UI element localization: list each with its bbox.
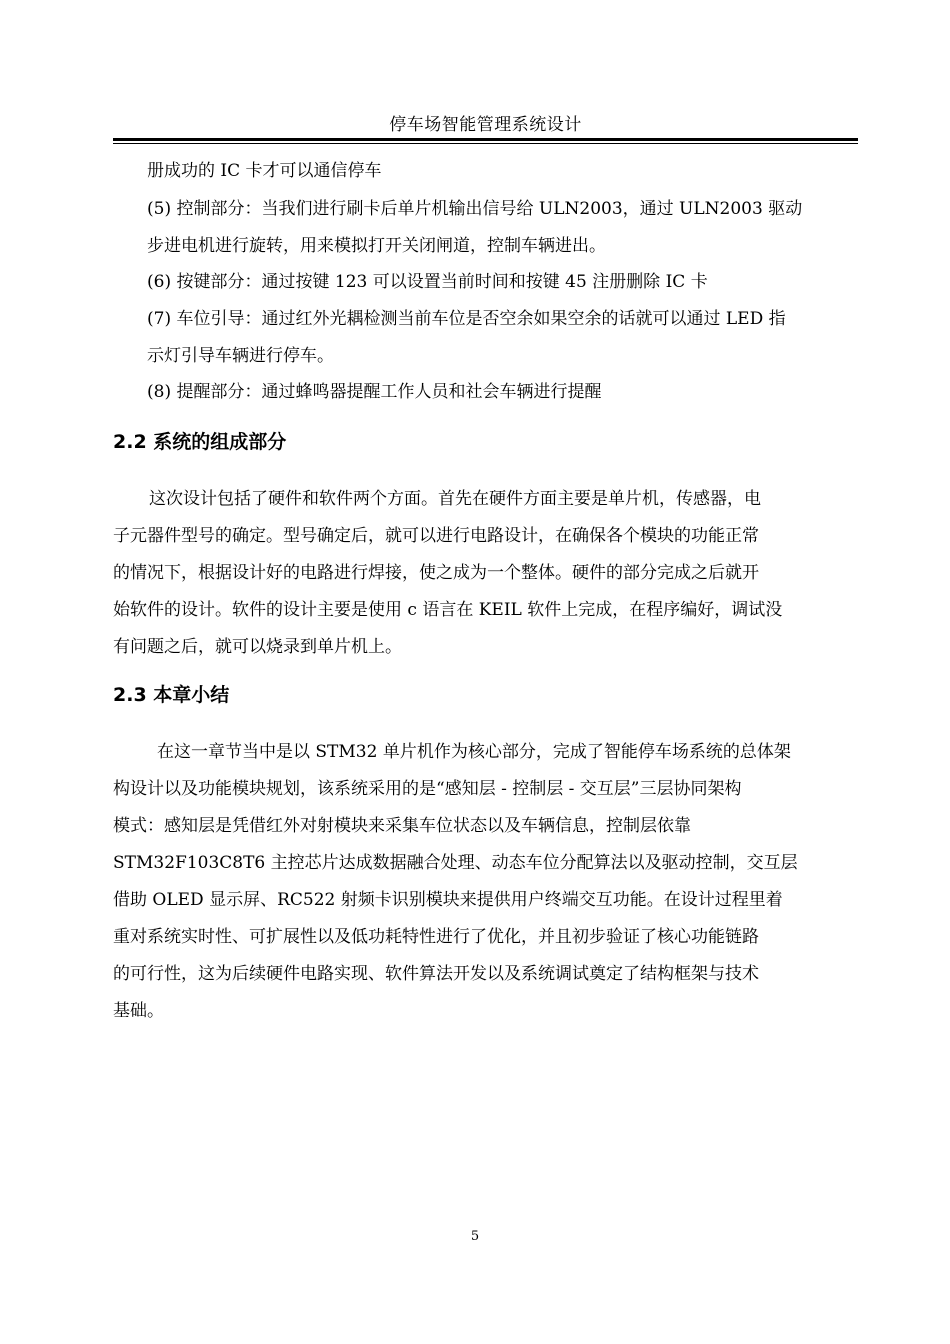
list-item-6: (6) 按键部分：通过按键 123 可以设置当前时间和按键 45 注册删除 IC 卡	[147, 272, 708, 292]
section-heading: 2.2 系统的组成部分	[113, 431, 287, 453]
paragraph-line: 的情况下，根据设计好的电路进行焊接，使之成为一个整体。硬件的部分完成之后就开	[113, 563, 759, 583]
list-line: 册成功的 IC 卡才可以通信停车	[147, 161, 382, 181]
list-line: 步进电机进行旋转，用来模拟打开关闭闸道，控制车辆进出。	[147, 236, 606, 256]
paragraph-line: STM32F103C8T6 主控芯片达成数据融合处理、动态车位分配算法以及驱动控制，交互层	[113, 853, 798, 873]
running-header: 停车场智能管理系统设计	[389, 115, 582, 135]
paragraph-line: 始软件的设计。软件的设计主要是使用 c 语言在 KEIL 软件上完成，在程序编好，调试没	[113, 600, 783, 620]
list-item-5: (5) 控制部分：当我们进行刷卡后单片机输出信号给 ULN2003，通过 ULN2003 驱动	[147, 199, 803, 219]
list-line: 示灯引导车辆进行停车。	[147, 346, 334, 366]
paragraph-line: 子元器件型号的确定。型号确定后，就可以进行电路设计，在确保各个模块的功能正常	[113, 526, 759, 546]
paragraph-line: 基础。	[113, 1001, 164, 1021]
paragraph-line: 模式：感知层是凭借红外对射模块来采集车位状态以及车辆信息，控制层依靠	[113, 816, 691, 836]
section-heading: 2.3 本章小结	[113, 684, 230, 706]
paragraph-line: 重对系统实时性、可扩展性以及低功耗特性进行了优化，并且初步验证了核心功能链路	[113, 927, 759, 947]
paragraph-line: 借助 OLED 显示屏、RC522 射频卡识别模块来提供用户终端交互功能。在设计过程里着	[113, 890, 783, 910]
paragraph-line: 的可行性，这为后续硬件电路实现、软件算法开发以及系统调试奠定了结构框架与技术	[113, 964, 759, 984]
paragraph-line: 这次设计包括了硬件和软件两个方面。首先在硬件方面主要是单片机，传感器，电	[149, 489, 761, 509]
paragraph-line: 有问题之后，就可以烧录到单片机上。	[113, 637, 402, 657]
header-rule-thin	[113, 143, 858, 144]
paragraph-line: 构设计以及功能模块规划，该系统采用的是“感知层 - 控制层 - 交互层”三层协同架构	[113, 779, 742, 799]
list-item-7: (7) 车位引导：通过红外光耦检测当前车位是否空余如果空余的话就可以通过 LED 指	[147, 309, 786, 329]
header-rule	[113, 138, 858, 141]
list-item-8: (8) 提醒部分：通过蜂鸣器提醒工作人员和社会车辆进行提醒	[147, 382, 602, 402]
page-number: 5	[470, 1229, 480, 1244]
paragraph-line: 在这一章节当中是以 STM32 单片机作为核心部分，完成了智能停车场系统的总体架	[157, 742, 791, 762]
